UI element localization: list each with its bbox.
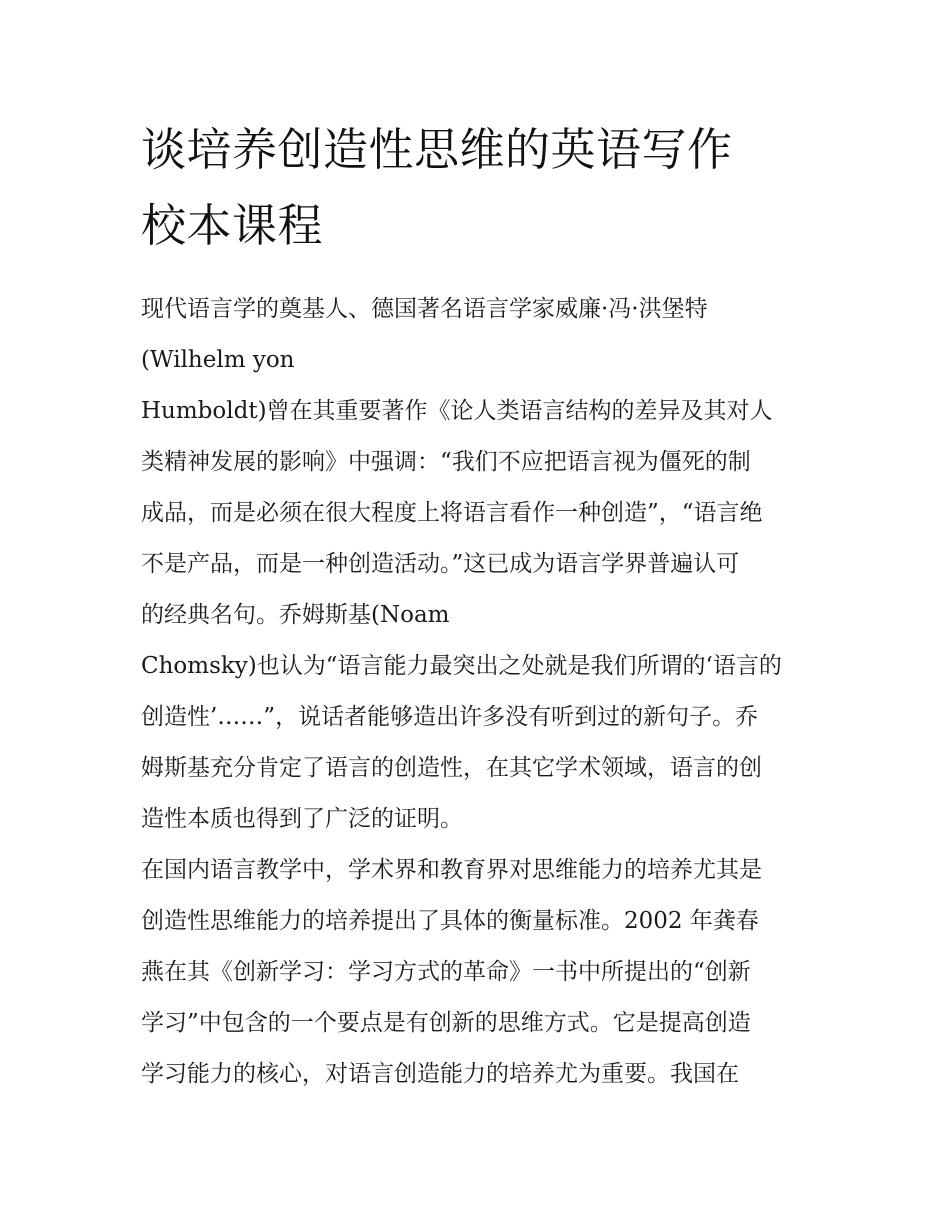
body-line: 不是产品，而是一种创造活动。”这已成为语言学界普遍认可	[141, 551, 740, 577]
body-line: 造性本质也得到了广泛的证明。	[141, 806, 463, 832]
body-line: 姆斯基充分肯定了语言的创造性，在其它学术领域，语言的创	[141, 755, 762, 781]
body-line: 成品，而是必须在很大程度上将语言看作一种创造”，“语言绝	[141, 500, 763, 526]
body-line: 类精神发展的影响》中强调：“我们不应把语言视为僵死的制	[141, 449, 751, 475]
body-line: 现代语言学的奠基人、德国著名语言学家威廉·冯·洪堡特	[141, 296, 708, 322]
body-line: Humboldt)曾在其重要著作《论人类语言结构的差异及其对人	[141, 398, 773, 424]
title-line: 校本课程	[141, 199, 324, 252]
body-line: 的经典名句。乔姆斯基(Noam	[141, 602, 450, 628]
body-line: 在国内语言教学中，学术界和教育界对思维能力的培养尤其是	[141, 857, 762, 883]
document-body	[141, 284, 821, 1100]
body-line: Chomsky)也认为“语言能力最突出之处就是我们所谓的‘语言的	[141, 653, 782, 679]
body-line: 创造性’……”，说话者能够造出许多没有听到过的新句子。乔	[141, 704, 759, 730]
body-line: 燕在其《创新学习：学习方式的革命》一书中所提出的“创新	[141, 959, 751, 985]
title-line: 谈培养创造性思维的英语写作	[141, 123, 733, 176]
document-page	[141, 112, 821, 1100]
body-line: 学习能力的核心，对语言创造能力的培养尤为重要。我国在	[141, 1061, 739, 1087]
body-line: 创造性思维能力的培养提出了具体的衡量标准。2002 年龚春	[141, 908, 759, 934]
body-line: (Wilhelm yon	[141, 347, 295, 373]
document-title	[141, 112, 821, 264]
body-line: 学习”中包含的一个要点是有创新的思维方式。它是提高创造	[141, 1010, 751, 1036]
